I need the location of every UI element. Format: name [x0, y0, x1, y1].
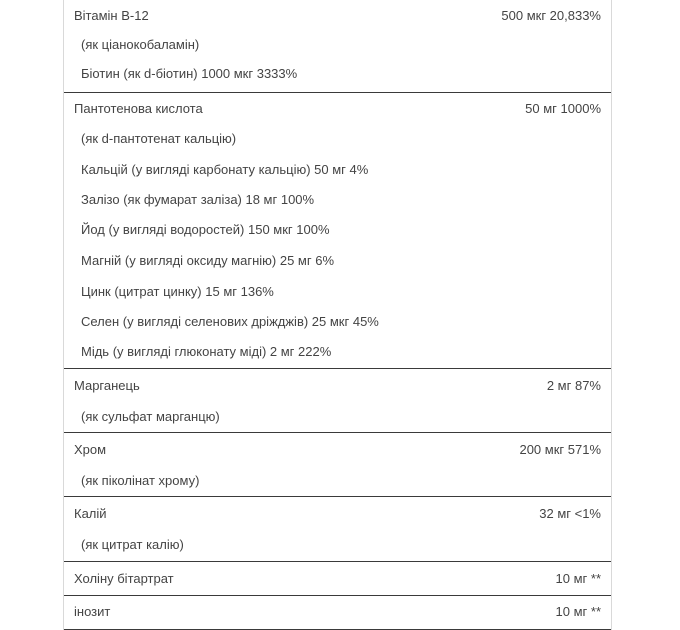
nutrient-subrow — [64, 312, 611, 332]
nutrient-detail: Селен (у вигляді селенових дріжджів) 25 мкг 45% — [81, 314, 379, 329]
nutrient-name: Калій — [74, 506, 107, 521]
nutrient-detail: Мідь (у вигляді глюконату міді) 2 мг 222% — [81, 344, 332, 359]
nutrient-amount: 500 мкг 20,833% — [501, 8, 601, 23]
nutrient-name: Холіну бітартрат — [74, 571, 174, 586]
nutrient-group-vitamin-b12 — [64, 0, 611, 93]
nutrient-row — [64, 569, 611, 589]
nutrient-name: Марганець — [74, 378, 140, 393]
nutrient-subrow — [64, 190, 611, 210]
nutrient-subrow — [64, 251, 611, 271]
nutrient-row — [64, 6, 611, 26]
nutrient-detail: (як d-пантотенат кальцію) — [81, 131, 237, 146]
nutrient-subrow — [64, 535, 611, 555]
nutrient-subrow — [64, 35, 611, 55]
nutrient-subrow — [64, 129, 611, 149]
nutrient-group-choline — [64, 562, 611, 596]
nutrient-group-chromium — [64, 433, 611, 497]
nutrient-group-manganese — [64, 369, 611, 433]
nutrient-amount: 32 мг <1% — [539, 506, 601, 521]
nutrient-name: Пантотенова кислота — [74, 101, 203, 116]
nutrient-amount: 10 мг ** — [555, 571, 601, 586]
nutrient-group-pantothenic-acid — [64, 92, 611, 369]
nutrient-detail: Залізо (як фумарат заліза) 18 мг 100% — [81, 192, 315, 207]
nutrient-row — [64, 99, 611, 119]
nutrient-subrow — [64, 160, 611, 180]
nutrient-name: Вітамін B-12 — [74, 8, 149, 23]
nutrient-row — [64, 376, 611, 396]
nutrient-subrow — [64, 220, 611, 240]
nutrient-group-inositol — [64, 596, 611, 630]
nutrient-amount: 50 мг 1000% — [525, 101, 601, 116]
nutrient-name: Хром — [74, 442, 107, 457]
nutrient-group-potassium — [64, 497, 611, 562]
nutrient-row — [64, 440, 611, 460]
nutrient-subrow — [64, 282, 611, 302]
nutrient-detail: (як піколінат хрому) — [81, 473, 200, 488]
nutrient-row — [64, 504, 611, 524]
nutrient-detail: Магній (у вигляді оксиду магнію) 25 мг 6% — [81, 253, 335, 268]
nutrient-row — [64, 602, 611, 622]
nutrient-detail: (як сульфат марганцю) — [81, 409, 220, 424]
nutrient-subrow — [64, 471, 611, 491]
nutrient-amount: 2 мг 87% — [546, 378, 601, 393]
nutrient-detail: Біотин (як d-біотин) 1000 мкг 3333% — [81, 66, 298, 81]
nutrient-detail: Кальцій (у вигляді карбонату кальцію) 50 мг 4% — [81, 162, 369, 177]
nutrient-subrow — [64, 342, 611, 362]
nutrient-amount: 10 мг ** — [555, 604, 601, 619]
nutrient-subrow — [64, 407, 611, 427]
nutrient-detail: Цинк (цитрат цинку) 15 мг 136% — [81, 284, 274, 299]
nutrient-amount: 200 мкг 571% — [519, 442, 601, 457]
nutrient-subrow — [64, 64, 611, 84]
nutrient-detail: Йод (у вигляді водоростей) 150 мкг 100% — [81, 222, 330, 237]
supplement-facts-table — [63, 0, 612, 630]
nutrient-name: інозит — [74, 604, 111, 619]
nutrient-detail: (як ціанокобаламін) — [81, 37, 200, 52]
nutrient-detail: (як цитрат калію) — [81, 537, 184, 552]
